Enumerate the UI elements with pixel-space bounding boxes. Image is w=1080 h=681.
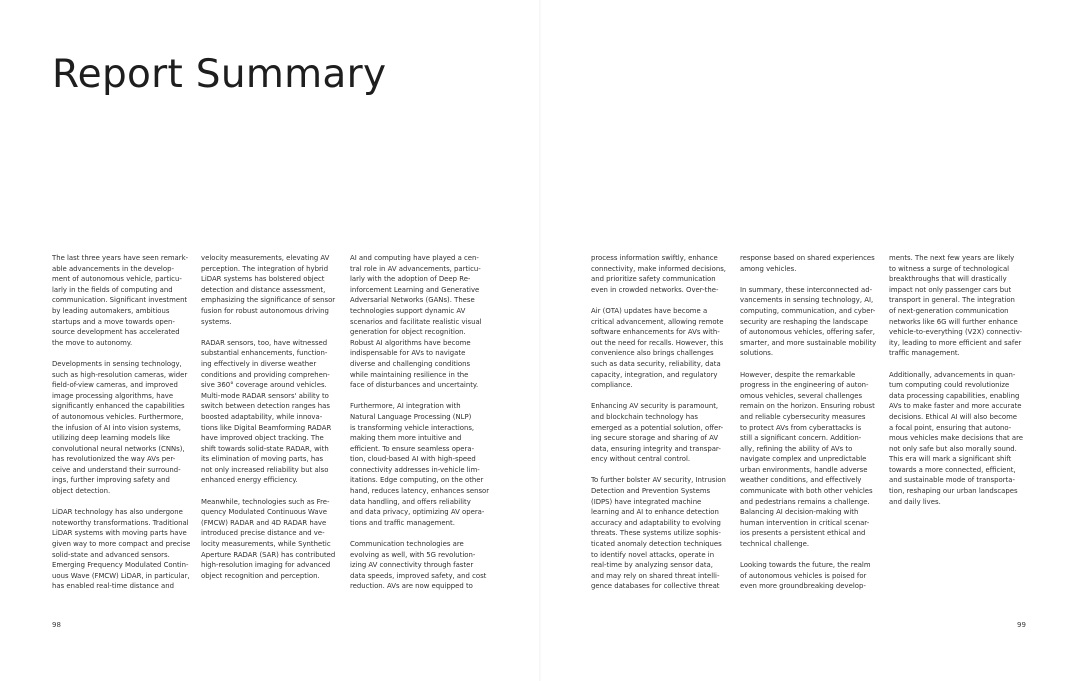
paragraph: Looking towards the future, the realm of autonomous vehicles is poised for even more groundbreaking develop- xyxy=(740,561,871,591)
paragraph: Enhancing AV security is paramount, and blockchain technology has emerged as a potential solution, offer- ing secure storage and sharing of AV data, ensuring integrity and transpar- ency without central control. xyxy=(591,402,724,464)
page-number-left: 98 xyxy=(52,621,61,629)
paragraph: velocity measurements, elevating AV perception. The integration of hybrid LiDAR systems has bolstered object detection and distance assessment, emphasizing the significance of sensor fusion for robust autonomous driving systems. xyxy=(201,254,336,326)
paragraph: Communication technologies are evolving as well, with 5G revolution- izing AV connectivity through faster data speeds, improved safety, and cost reduction. AVs are now equipped to xyxy=(350,540,487,591)
paragraph: ments. The next few years are likely to witness a surge of technological breakthroughs that will drastically impact not only passenger cars but transport in general. The integration of next-generation communication networks like 6G will further enhance vehicle-to-everything (V2X) connectiv- ity, leading to more efficient and safer traffic management. xyxy=(889,254,1023,358)
text-column-6 xyxy=(889,253,1029,507)
paragraph: AI and computing have played a cen- tral role in AV advancements, particu- larly with the adoption of Deep Re- inforcement Learning and Generative Adversarial Networks (GANs). These technologies support dynamic AV scenarios and facilitate realistic visual generation for object recognition. Robust AI algorithms have become indispensable for AVs to navigate diverse and challenging conditions while maintaining resilience in the face of disturbances and uncertainty. xyxy=(350,254,482,390)
paragraph: The last three years have seen remark- able advancements in the develop- ment of autonomous vehicle, particu- larly in the fields of computing and communication. Significant investment by leading automakers, ambitious startups and a move towards open- source development has accelerated the move to autonomy. xyxy=(52,254,189,347)
paragraph: In summary, these interconnected ad- vancements in sensing technology, AI, computing, communication, and cyber- security are reshaping the landscape of autonomous vehicles, offering safer, smarter, and more sustainable mobility solutions. xyxy=(740,285,877,358)
paragraph: RADAR sensors, too, have witnessed substantial enhancements, function- ing effectively in diverse weather conditions and providing comprehen- sive 360° coverage around vehicles. Multi-mode RADAR sensors' ability to switch between detection ranges has boosted adaptability, while innova- tions like Digital Beamforming RADAR have improved object tracking. The shift towards solid-state RADAR, with its elimination of moving parts, has not only increased reliability but also enhanced energy efficiency. xyxy=(201,338,332,485)
text-column-4 xyxy=(591,253,731,592)
page-number-right: 99 xyxy=(1017,621,1026,629)
paragraph: Furthermore, AI integration with Natural Language Processing (NLP) is transforming vehicle interactions, making them more intuitive and efficient. To ensure seamless opera- tion, cloud-based AI with high-speed connectivity addresses in-vehicle lim- itations. Edge computing, on the other hand, reduces latency, enhances sensor data handling, and offers reliability and data privacy, optimizing AV opera- tions and traffic management. xyxy=(350,402,490,527)
text-column-2 xyxy=(201,253,341,581)
paragraph: process information swiftly, enhance connectivity, make informed decisions, and prioritize safety communication even in crowded networks. Over-the- xyxy=(591,254,726,294)
paragraph: Meanwhile, technologies such as Fre- quency Modulated Continuous Wave (FMCW) RADAR and 4D RADAR have introduced precise distance and ve- locity measurements, while Synthetic Aperture RADAR (SAR) has contributed high-resolution imaging for advanced object recognition and perception. xyxy=(201,497,336,580)
text-column-5 xyxy=(740,253,880,592)
paragraph: Additionally, advancements in quan- tum computing could revolutionize data processing capabilities, enabling AVs to make faster and more accurate decisions. Ethical AI will also become a focal point, ensuring that autono- mous vehicles make decisions that are not only safe but also morally sound. This era will mark a significant shift towards a more connected, efficient, and sustainable mode of transporta- tion, reshaping our urban landscapes and daily lives. xyxy=(889,370,1024,506)
paragraph: response based on shared experiences among vehicles. xyxy=(740,254,875,273)
text-column-1 xyxy=(52,253,192,592)
paragraph: LiDAR technology has also undergone noteworthy transformations. Traditional LiDAR systems with moving parts have given way to more compact and precise solid-state and advanced sensors. Emerging Frequency Modulated Contin- uous Wave (FMCW) LiDAR, in particular, has enabled real-time distance and xyxy=(52,508,191,591)
paragraph: Developments in sensing technology, such as high-resolution cameras, wider field-of-view cameras, and improved image processing algorithms, have significantly enhanced the capabilities of autonomous vehicles. Furthermore, the infusion of AI into vision systems, utilizing deep learning models like convolutional neural networks (CNNs), has revolutionized the way AVs per- ceive and understand their surround- ings, further improving safety and object detection. xyxy=(52,359,188,496)
page-title: Report Summary xyxy=(52,52,387,97)
paragraph: Air (OTA) updates have become a critical advancement, allowing remote software enhancements for AVs with- out the need for recalls. However, this convenience also brings challenges such as data security, reliability, data capacity, integration, and regulatory compliance. xyxy=(591,306,724,390)
page-gutter xyxy=(539,0,541,681)
paragraph: To further bolster AV security, Intrusion Detection and Prevention Systems (IDPS) have integrated machine learning and AI to enhance detection accuracy and adaptability to evolving threats. These systems utilize sophis- ticated anomaly detection techniques to identify novel attacks, operate in real-time by analyzing sensor data, and may rely on shared threat intelli- gence databases for collective threat xyxy=(591,476,726,591)
text-column-3 xyxy=(350,253,490,592)
paragraph: However, despite the remarkable progress in the engineering of auton- omous vehicles, several challenges remain on the horizon. Ensuring robust and reliable cybersecurity measures to protect AVs from cyberattacks is still a significant concern. Addition- ally, refining the ability of AVs to navigate complex and unpredictable urban environments, handle adverse weather conditions, and effectively communicate with both other vehicles and pedestrians remains a challenge. Balancing AI decision-making with human intervention in critical scenar- ios presents a persistent ethical and technical challenge. xyxy=(740,370,875,549)
